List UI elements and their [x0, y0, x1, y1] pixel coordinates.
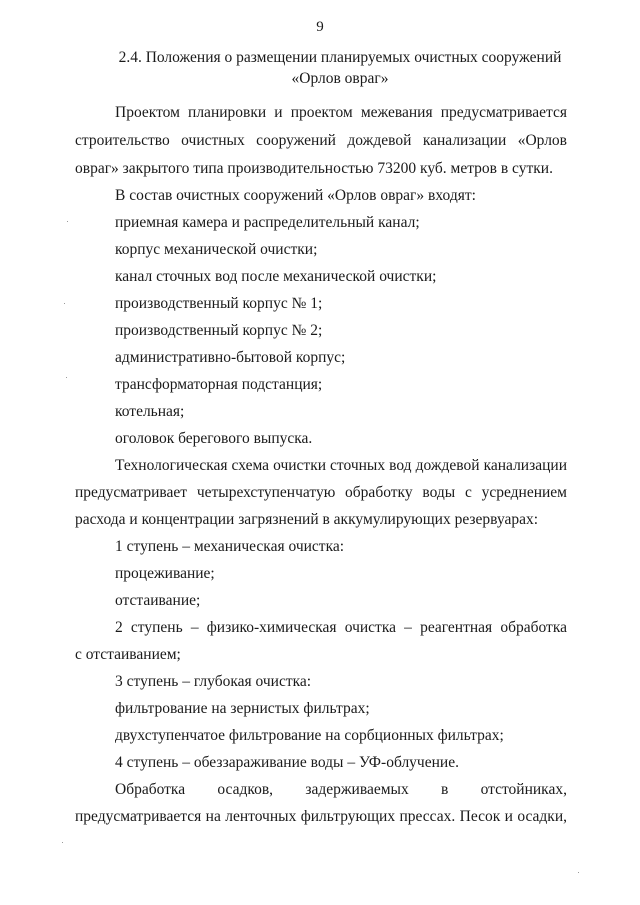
stage-4: 4 ступень – обеззараживание воды – УФ-облучение. — [115, 754, 459, 771]
stage-3-item: двухступенчатое фильтрование на сорбционных фильтрах; — [115, 727, 504, 744]
paragraph-1-line-1: Проектом планировки и проектом межевания предусматривается — [115, 104, 567, 121]
scan-speck — [578, 872, 579, 873]
paragraph-1-line-2: строительство очистных сооружений дождевой канализации «Орлов — [75, 132, 567, 149]
list-item: котельная; — [115, 403, 185, 420]
stage-3: 3 ступень – глубокая очистка: — [115, 673, 312, 690]
scan-speck — [67, 221, 68, 222]
stage-1-item: отстаивание; — [115, 592, 201, 609]
paragraph-1-line-3: овраг» закрытого типа производительностью 73200 куб. метров в сутки. — [75, 160, 553, 177]
page-number: 9 — [316, 19, 324, 35]
scan-speck — [66, 377, 67, 378]
scan-speck — [64, 303, 65, 304]
list-item: административно-бытовой корпус; — [115, 349, 346, 366]
list-item: приемная камера и распределительный канал; — [115, 214, 420, 231]
paragraph-3-line-2: предусматривает четырехступенчатую обработку воды с усреднением — [75, 484, 567, 501]
paragraph-3-line-1: Технологическая схема очистки сточных вод дождевой канализации — [115, 457, 567, 474]
list-item: производственный корпус № 1; — [115, 295, 323, 312]
section-heading-line-1: 2.4. Положения о размещении планируемых очистных сооружений — [118, 49, 562, 66]
stage-1: 1 ступень – механическая очистка: — [115, 538, 345, 555]
paragraph-4-line-1: Обработка осадков, задерживаемых в отстойниках, — [115, 781, 567, 798]
paragraph-4-line-2: предусматривается на ленточных фильтрующих прессах. Песок и осадки, — [75, 808, 567, 825]
scan-speck — [62, 842, 63, 843]
list-item: корпус механической очистки; — [115, 241, 318, 258]
section-heading-line-2: «Орлов овраг» — [291, 70, 389, 87]
stage-1-item: процеживание; — [115, 565, 215, 582]
stage-3-item: фильтрование на зернистых фильтрах; — [115, 700, 370, 717]
stage-2-line-1: 2 ступень – физико-химическая очистка – реагентная обработка — [115, 619, 567, 636]
paragraph-2: В состав очистных сооружений «Орлов овраг» входят: — [115, 187, 476, 204]
stage-2-line-2: с отстаиванием; — [75, 646, 181, 663]
list-item: канал сточных вод после механической очистки; — [115, 268, 437, 285]
section-heading — [100, 47, 580, 89]
list-item: трансформаторная подстанция; — [115, 376, 323, 393]
list-item: оголовок берегового выпуска. — [115, 430, 313, 447]
list-item: производственный корпус № 2; — [115, 322, 323, 339]
paragraph-3-line-3: расхода и концентрации загрязнений в аккумулирующих резервуарах: — [75, 511, 539, 528]
